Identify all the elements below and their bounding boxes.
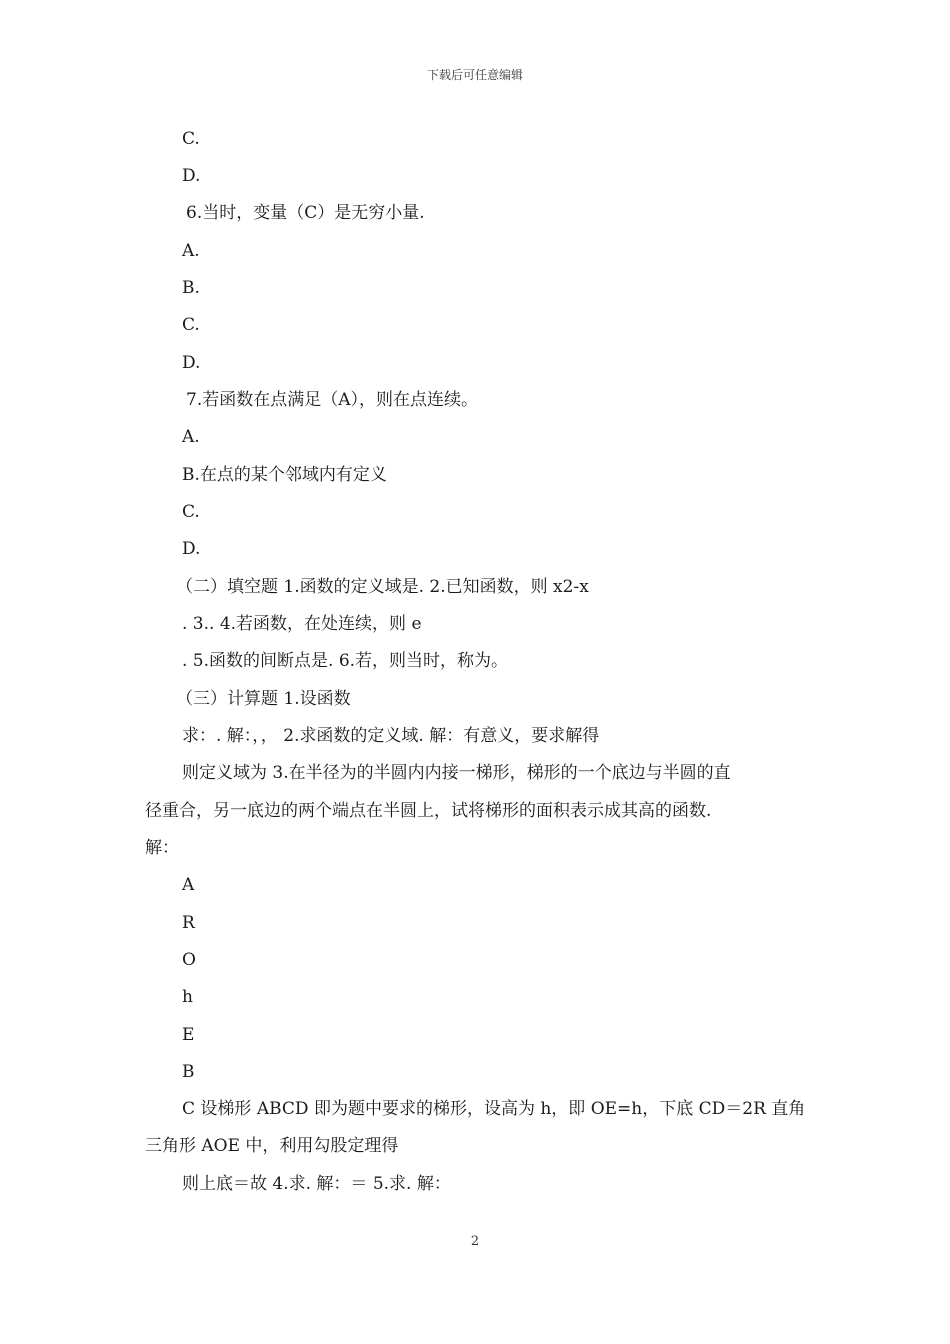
page-header: 下载后可任意编辑 [426,68,523,82]
text-line: 求：. 解：，， 2.求函数的定义域. 解：有意义，要求解得 [182,726,600,746]
text-line: 7.若函数在点满足（A），则在点连续。 [186,390,478,410]
text-line: C 设梯形 ABCD 即为题中要求的梯形，设高为 h，即 OE=h，下底 CD＝2R 直角 [182,1099,806,1119]
figure-label: O [182,950,196,970]
text-line: C. [182,129,200,149]
text-line: 则定义域为 3.在半径为的半圆内内接一梯形，梯形的一个底边与半圆的直 [182,763,731,783]
figure-label: A [182,875,195,895]
text-line: B.在点的某个邻域内有定义 [182,465,387,485]
text-line: C. [182,315,200,335]
text-line: A. [182,427,200,447]
figure-label: R [182,913,195,933]
text-line: 解： [145,838,179,858]
text-line: 径重合，另一底边的两个端点在半圆上，试将梯形的面积表示成其高的函数. [145,801,712,821]
text-line: . 3.. 4.若函数，在处连续，则 e [182,614,422,634]
figure-label: B [182,1062,195,1082]
text-line: B. [182,278,200,298]
text-line: D. [182,166,201,186]
text-line: 则上底＝故 4.求. 解：＝ 5.求. 解： [182,1174,451,1194]
text-line: D. [182,539,201,559]
text-line: . 5.函数的间断点是. 6.若，则当时，称为。 [182,651,509,671]
text-line: （三）计算题 1.设函数 [176,689,351,709]
page-number: 2 [470,1234,480,1249]
text-line: C. [182,502,200,522]
text-line: 6.当时，变量（C）是无穷小量. [186,203,425,223]
figure-label: E [182,1025,195,1045]
text-line: A. [182,241,200,261]
figure-label: h [182,987,193,1007]
text-line: （二）填空题 1.函数的定义域是. 2.已知函数，则 x2-x [176,577,589,597]
text-line: D. [182,353,201,373]
text-line: 三角形 AOE 中，利用勾股定理得 [145,1136,399,1156]
